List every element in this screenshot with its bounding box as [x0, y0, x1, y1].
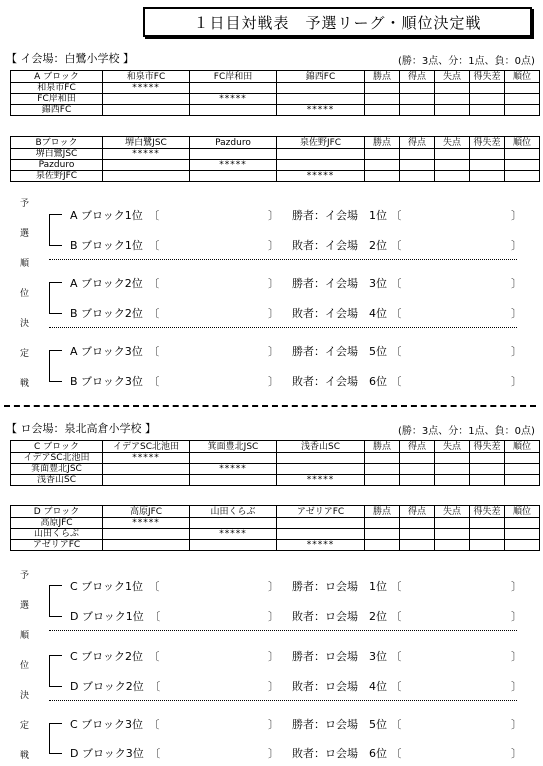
stat-cell [365, 518, 400, 529]
close-bracket: 〕 [268, 610, 279, 623]
block-name: C ブロック [11, 441, 103, 453]
stat-cell [435, 529, 470, 540]
stat-cell [505, 529, 540, 540]
vertical-label-char: 選 [20, 601, 30, 611]
result-cell [277, 464, 365, 475]
stat-cell [365, 105, 400, 116]
match-bracket [49, 585, 62, 617]
diagonal-cell: ***** [103, 149, 190, 160]
table-header-row [11, 441, 540, 453]
table-row [11, 171, 540, 182]
team-header: イデアSC北池田 [103, 441, 190, 453]
vertical-label-char: 定 [20, 349, 30, 359]
stat-cell [400, 149, 435, 160]
vertical-label-char: 順 [20, 259, 30, 269]
close-bracket: 〕 [268, 209, 279, 222]
diagonal-cell: ***** [103, 453, 190, 464]
diagonal-cell: ***** [277, 540, 365, 551]
stat-cell [365, 94, 400, 105]
team-header: 箕面豊北JSC [190, 441, 277, 453]
close-bracket: 〕 [511, 680, 522, 693]
stat-cell [470, 171, 505, 182]
stat-header: 順位 [505, 441, 540, 453]
stat-cell [505, 540, 540, 551]
stat-cell [470, 540, 505, 551]
block-name: D ブロック [11, 506, 103, 518]
stat-cell [505, 518, 540, 529]
match-bracket [49, 282, 62, 314]
close-bracket: 〕 [268, 277, 279, 290]
stat-header: 失点 [435, 441, 470, 453]
match-bracket [49, 350, 62, 382]
stat-cell [365, 171, 400, 182]
match-team-slot: B ブロック1位 〔 [70, 239, 160, 252]
group-divider [49, 700, 517, 701]
stat-header: 失点 [435, 71, 470, 83]
result-cell [277, 529, 365, 540]
table-row [11, 464, 540, 475]
stat-cell [400, 83, 435, 94]
team-name: 堺白鷺JSC [11, 149, 103, 160]
stat-cell [365, 83, 400, 94]
stat-header: 得失差 [470, 441, 505, 453]
close-bracket: 〕 [268, 307, 279, 320]
team-header: 浅香山SC [277, 441, 365, 453]
match-team-slot: A ブロック1位 〔 [70, 209, 160, 222]
match-bracket [49, 723, 62, 754]
result-cell [103, 475, 190, 486]
match-result-slot: 敗者：イ会場 6位 〔 [292, 375, 402, 388]
close-bracket: 〕 [268, 650, 279, 663]
stat-header: 失点 [435, 506, 470, 518]
diagonal-cell: ***** [277, 105, 365, 116]
stat-cell [470, 105, 505, 116]
stat-cell [505, 83, 540, 94]
stat-cell [400, 453, 435, 464]
result-cell [190, 83, 277, 94]
match-result-slot: 敗者：イ会場 2位 〔 [292, 239, 402, 252]
result-cell [103, 540, 190, 551]
team-name: FC岸和田 [11, 94, 103, 105]
team-header: Pazduro [190, 137, 277, 149]
match-team-slot: C ブロック1位 〔 [70, 580, 160, 593]
team-name: 泉佐野JFC [11, 171, 103, 182]
stat-cell [365, 464, 400, 475]
stat-cell [400, 518, 435, 529]
match-team-slot: A ブロック2位 〔 [70, 277, 160, 290]
points-rule: (勝：3点、分：1点、負：0点) [398, 426, 535, 437]
vertical-label-char: 戦 [20, 379, 30, 389]
result-cell [277, 83, 365, 94]
stat-header: 得失差 [470, 71, 505, 83]
stat-cell [435, 94, 470, 105]
round-robin-table [10, 440, 540, 486]
stat-cell [470, 160, 505, 171]
stat-cell [400, 160, 435, 171]
team-name: 箕面豊北JSC [11, 464, 103, 475]
vertical-label-char: 定 [20, 721, 30, 731]
match-team-slot: B ブロック3位 〔 [70, 375, 160, 388]
close-bracket: 〕 [511, 307, 522, 320]
stat-header: 得失差 [470, 137, 505, 149]
stat-cell [505, 475, 540, 486]
stat-header: 勝点 [365, 441, 400, 453]
stat-cell [435, 149, 470, 160]
vertical-label-char: 順 [20, 631, 30, 641]
round-robin-table [10, 136, 540, 182]
stat-cell [435, 475, 470, 486]
round-robin-table [10, 70, 540, 116]
stat-cell [470, 453, 505, 464]
stat-header: 順位 [505, 71, 540, 83]
close-bracket: 〕 [268, 747, 279, 760]
diagonal-cell: ***** [103, 83, 190, 94]
team-header: 泉佐野JFC [277, 137, 365, 149]
diagonal-cell: ***** [190, 160, 277, 171]
result-cell [277, 94, 365, 105]
page-title: １日目対戦表 予選リーグ・順位決定戦 [143, 7, 532, 37]
group-divider [49, 259, 517, 260]
close-bracket: 〕 [268, 375, 279, 388]
close-bracket: 〕 [511, 610, 522, 623]
block-name: Bブロック [11, 137, 103, 149]
team-name: 浅香山SC [11, 475, 103, 486]
result-cell [190, 540, 277, 551]
result-cell [103, 529, 190, 540]
close-bracket: 〕 [511, 580, 522, 593]
close-bracket: 〕 [511, 375, 522, 388]
stat-cell [365, 160, 400, 171]
stat-cell [365, 529, 400, 540]
stat-header: 失点 [435, 137, 470, 149]
result-cell [277, 160, 365, 171]
team-header: 錦西FC [277, 71, 365, 83]
group-divider [49, 327, 517, 328]
team-name: Pazduro [11, 160, 103, 171]
result-cell [190, 171, 277, 182]
stat-header: 得点 [400, 71, 435, 83]
match-result-slot: 敗者：ロ会場 2位 〔 [292, 610, 402, 623]
match-result-slot: 敗者：ロ会場 4位 〔 [292, 680, 402, 693]
vertical-label-char: 位 [20, 289, 30, 299]
block-name: A ブロック [11, 71, 103, 83]
stat-cell [505, 171, 540, 182]
points-rule: (勝：3点、分：1点、負：0点) [398, 56, 535, 67]
team-name: 高原JFC [11, 518, 103, 529]
result-cell [277, 518, 365, 529]
stat-cell [470, 518, 505, 529]
match-result-slot: 敗者：ロ会場 6位 〔 [292, 747, 402, 760]
stat-cell [400, 105, 435, 116]
table-row [11, 540, 540, 551]
diagonal-cell: ***** [277, 475, 365, 486]
vertical-label-char: 位 [20, 661, 30, 671]
table-row [11, 518, 540, 529]
stat-cell [470, 464, 505, 475]
team-header: 堺白鷺JSC [103, 137, 190, 149]
table-row [11, 475, 540, 486]
stat-cell [470, 83, 505, 94]
vertical-label-char: 決 [20, 691, 30, 701]
stat-cell [435, 105, 470, 116]
close-bracket: 〕 [511, 209, 522, 222]
diagonal-cell: ***** [103, 518, 190, 529]
stat-cell [470, 94, 505, 105]
table-row [11, 105, 540, 116]
close-bracket: 〕 [268, 345, 279, 358]
vertical-label-char: 決 [20, 319, 30, 329]
diagonal-cell: ***** [190, 529, 277, 540]
close-bracket: 〕 [511, 718, 522, 731]
vertical-label-char: 選 [20, 229, 30, 239]
stat-cell [435, 453, 470, 464]
stat-cell [400, 464, 435, 475]
stat-cell [505, 464, 540, 475]
match-team-slot: C ブロック2位 〔 [70, 650, 160, 663]
close-bracket: 〕 [268, 718, 279, 731]
close-bracket: 〕 [511, 239, 522, 252]
venue-title: 【 イ会場：白鷺小学校 】 [6, 52, 134, 65]
match-team-slot: A ブロック3位 〔 [70, 345, 160, 358]
vertical-label-char: 予 [20, 199, 30, 209]
stat-cell [505, 94, 540, 105]
group-divider [49, 630, 517, 631]
stat-cell [505, 105, 540, 116]
close-bracket: 〕 [511, 747, 522, 760]
table-header-row [11, 71, 540, 83]
team-header: 高原JFC [103, 506, 190, 518]
match-result-slot: 勝者：イ会場 5位 〔 [292, 345, 402, 358]
match-team-slot: C ブロック3位 〔 [70, 718, 160, 731]
result-cell [103, 464, 190, 475]
match-result-slot: 勝者：イ会場 3位 〔 [292, 277, 402, 290]
vertical-label-char: 予 [20, 571, 30, 581]
stat-header: 順位 [505, 506, 540, 518]
stat-header: 得点 [400, 137, 435, 149]
result-cell [103, 105, 190, 116]
stat-cell [365, 475, 400, 486]
stat-cell [400, 475, 435, 486]
stat-cell [435, 518, 470, 529]
stat-cell [400, 540, 435, 551]
team-header: 山田くらぶ [190, 506, 277, 518]
stat-header: 勝点 [365, 506, 400, 518]
stat-cell [435, 464, 470, 475]
result-cell [103, 94, 190, 105]
close-bracket: 〕 [511, 277, 522, 290]
stat-cell [505, 160, 540, 171]
team-header: 和泉市FC [103, 71, 190, 83]
stat-cell [435, 171, 470, 182]
stat-header: 勝点 [365, 71, 400, 83]
stat-header: 得失差 [470, 506, 505, 518]
stat-cell [400, 94, 435, 105]
match-bracket [49, 655, 62, 687]
close-bracket: 〕 [268, 239, 279, 252]
stat-cell [435, 540, 470, 551]
match-result-slot: 勝者：イ会場 1位 〔 [292, 209, 402, 222]
stat-cell [365, 149, 400, 160]
close-bracket: 〕 [268, 580, 279, 593]
result-cell [190, 149, 277, 160]
result-cell [103, 160, 190, 171]
match-result-slot: 敗者：イ会場 4位 〔 [292, 307, 402, 320]
round-robin-table [10, 505, 540, 551]
table-row [11, 83, 540, 94]
section-separator [4, 405, 536, 407]
stat-cell [435, 83, 470, 94]
team-header: アゼリアFC [277, 506, 365, 518]
stat-header: 勝点 [365, 137, 400, 149]
close-bracket: 〕 [268, 680, 279, 693]
diagonal-cell: ***** [190, 464, 277, 475]
stat-cell [400, 529, 435, 540]
match-team-slot: B ブロック2位 〔 [70, 307, 160, 320]
match-result-slot: 勝者：ロ会場 5位 〔 [292, 718, 402, 731]
table-row [11, 160, 540, 171]
match-result-slot: 勝者：ロ会場 3位 〔 [292, 650, 402, 663]
stat-cell [470, 529, 505, 540]
stat-cell [505, 453, 540, 464]
match-team-slot: D ブロック2位 〔 [70, 680, 161, 693]
stat-cell [435, 160, 470, 171]
stat-header: 得点 [400, 506, 435, 518]
stat-cell [365, 540, 400, 551]
diagonal-cell: ***** [190, 94, 277, 105]
result-cell [277, 453, 365, 464]
stat-cell [505, 149, 540, 160]
vertical-label-char: 戦 [20, 751, 30, 761]
result-cell [190, 453, 277, 464]
result-cell [190, 518, 277, 529]
table-row [11, 149, 540, 160]
venue-title: 【 ロ会場：泉北高倉小学校 】 [6, 422, 156, 435]
table-row [11, 453, 540, 464]
result-cell [103, 171, 190, 182]
team-name: アゼリアFC [11, 540, 103, 551]
stat-header: 得点 [400, 441, 435, 453]
stat-cell [400, 171, 435, 182]
result-cell [190, 475, 277, 486]
table-row [11, 529, 540, 540]
team-name: 錦西FC [11, 105, 103, 116]
match-bracket [49, 214, 62, 246]
table-row [11, 94, 540, 105]
match-team-slot: D ブロック1位 〔 [70, 610, 161, 623]
match-team-slot: D ブロック3位 〔 [70, 747, 161, 760]
diagonal-cell: ***** [277, 171, 365, 182]
team-name: イデアSC北池田 [11, 453, 103, 464]
stat-cell [470, 149, 505, 160]
stat-cell [365, 453, 400, 464]
result-cell [277, 149, 365, 160]
match-result-slot: 勝者：ロ会場 1位 〔 [292, 580, 402, 593]
result-cell [190, 105, 277, 116]
team-header: FC岸和田 [190, 71, 277, 83]
table-header-row [11, 506, 540, 518]
stat-cell [470, 475, 505, 486]
team-name: 和泉市FC [11, 83, 103, 94]
table-header-row [11, 137, 540, 149]
stat-header: 順位 [505, 137, 540, 149]
close-bracket: 〕 [511, 650, 522, 663]
close-bracket: 〕 [511, 345, 522, 358]
team-name: 山田くらぶ [11, 529, 103, 540]
